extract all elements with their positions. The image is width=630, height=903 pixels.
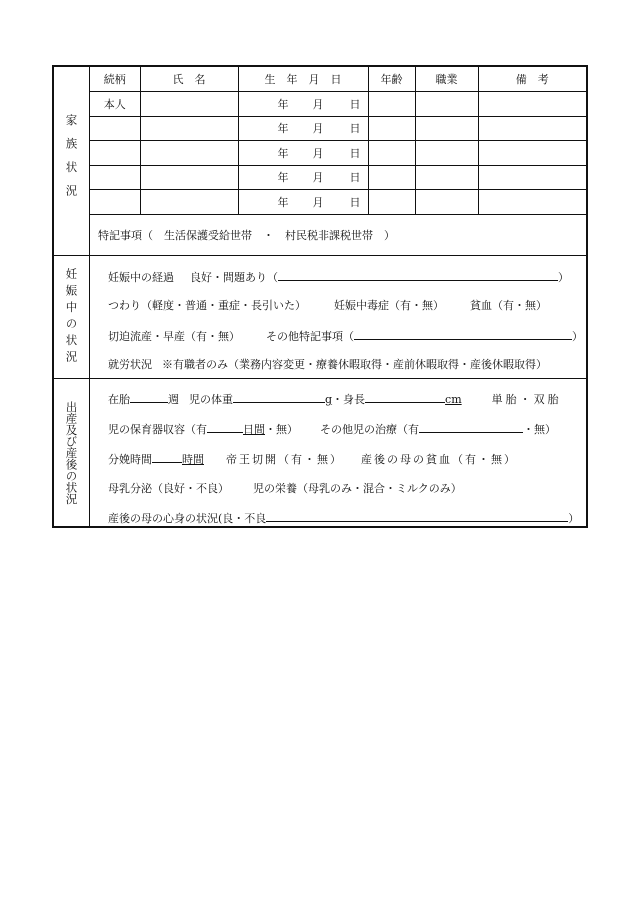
pregnancy-course-options[interactable]: 良好・問題あり（ [190, 271, 278, 284]
relation-cell[interactable]: 本人 [90, 92, 140, 117]
day-label: 日 [349, 97, 361, 111]
close-paren: ） [572, 330, 583, 343]
weeks-unit: 週 [168, 393, 179, 406]
other-notes-label: その他特記事項（ [266, 330, 354, 343]
days-unit: 日間 [243, 423, 265, 436]
occupation-cell[interactable] [415, 116, 478, 141]
name-cell[interactable] [140, 141, 238, 166]
other-treatment-blank[interactable] [419, 420, 523, 433]
birth-label-text: 出産及び産後の状況 [64, 400, 79, 505]
family-row [90, 141, 586, 166]
year-label: 年 [277, 122, 289, 136]
cesarean-options[interactable]: 帝王切開（有・無） [226, 453, 343, 466]
cm-unit: cm [445, 393, 462, 406]
birthdate-cell[interactable] [238, 190, 368, 215]
baby-height-label: ・身長 [332, 393, 366, 406]
gestation-line [108, 390, 562, 407]
pregnancy-course-label: 妊娠中の経過 [108, 271, 174, 284]
lactation-line [108, 480, 462, 496]
gestation-weeks-blank[interactable] [130, 390, 168, 403]
month-label: 月 [312, 97, 324, 111]
year-label: 年 [277, 195, 289, 209]
month-label: 月 [312, 171, 324, 185]
age-cell[interactable] [368, 116, 415, 141]
morning-sickness-options[interactable]: つわり（軽度・普通・重症・長引いた） [108, 299, 306, 312]
age-cell[interactable] [368, 190, 415, 215]
family-row [90, 165, 586, 190]
age-cell[interactable] [368, 92, 415, 117]
month-label: 月 [312, 146, 324, 160]
remarks-cell[interactable] [478, 141, 586, 166]
header-occupation: 職業 [415, 67, 478, 92]
remarks-cell[interactable] [478, 165, 586, 190]
header-age: 年齢 [368, 67, 415, 92]
month-label: 月 [312, 122, 324, 136]
header-remarks: 備 考 [478, 67, 586, 92]
lactation-options[interactable]: 母乳分泌（良好・不良） [108, 482, 229, 495]
day-label: 日 [349, 122, 361, 136]
family-row [90, 92, 586, 117]
family-label-text: 家族状況 [64, 114, 79, 208]
birthdate-cell[interactable] [238, 116, 368, 141]
employment-label: 就労状況 [108, 358, 152, 371]
infant-feeding-options[interactable]: 児の栄養（母乳のみ・混合・ミルクのみ） [253, 482, 462, 495]
year-label: 年 [277, 97, 289, 111]
gestation-label: 在胎 [108, 393, 130, 406]
delivery-time-blank[interactable] [152, 450, 182, 463]
pregnancy-course-blank[interactable] [278, 268, 558, 281]
toxemia-options[interactable]: 妊娠中毒症（有・無） [334, 299, 444, 312]
special-notes: 特記事項（ 生活保護受給世帯 ・ 村民税非課税世帯 ） [98, 229, 395, 242]
anemia-options[interactable]: 貧血（有・無） [470, 299, 547, 312]
maternal-condition-blank[interactable] [266, 509, 568, 522]
incubator-line [108, 420, 556, 437]
relation-cell[interactable] [90, 190, 140, 215]
pregnancy-course-line [108, 268, 569, 285]
age-cell[interactable] [368, 165, 415, 190]
year-label: 年 [277, 146, 289, 160]
incubator-label: 児の保育器収容（有 [108, 423, 207, 436]
employment-options[interactable]: ※有職者のみ（業務内容変更・療養休暇取得・産前休暇取得・産後休暇取得） [162, 358, 547, 371]
birthdate-cell[interactable] [238, 141, 368, 166]
family-section [54, 67, 586, 256]
day-label: 日 [349, 171, 361, 185]
relation-cell[interactable] [90, 165, 140, 190]
month-label: 月 [312, 195, 324, 209]
occupation-cell[interactable] [415, 92, 478, 117]
occupation-cell[interactable] [415, 141, 478, 166]
age-cell[interactable] [368, 141, 415, 166]
name-cell[interactable] [140, 116, 238, 141]
name-cell[interactable] [140, 165, 238, 190]
birth-section [54, 379, 586, 526]
hours-unit: 時間 [182, 453, 204, 466]
grams-unit: g [325, 393, 333, 406]
other-treatment-none-option[interactable]: ・無） [523, 423, 556, 436]
relation-cell[interactable] [90, 141, 140, 166]
occupation-cell[interactable] [415, 190, 478, 215]
name-cell[interactable] [140, 92, 238, 117]
year-label: 年 [277, 171, 289, 185]
day-label: 日 [349, 195, 361, 209]
header-birthdate: 生 年 月 日 [238, 67, 368, 92]
record-form [52, 65, 588, 528]
close-paren: ） [568, 512, 580, 525]
baby-weight-blank[interactable] [233, 390, 325, 403]
incubator-none-option[interactable]: ・無） [265, 423, 298, 436]
delivery-line [108, 450, 517, 467]
remarks-cell[interactable] [478, 116, 586, 141]
threatened-miscarriage-options[interactable]: 切迫流産・早産（有・無） [108, 330, 240, 343]
postpartum-anemia-options[interactable]: 産後の母の貧血（有・無） [361, 453, 517, 466]
pregnancy-section-label [54, 256, 90, 378]
day-label: 日 [349, 146, 361, 160]
other-treatment-label: その他児の治療（有 [320, 423, 419, 436]
birthdate-cell[interactable] [238, 165, 368, 190]
remarks-cell[interactable] [478, 92, 586, 117]
baby-weight-label: 児の体重 [189, 393, 233, 406]
other-notes-blank[interactable] [354, 327, 572, 340]
incubator-days-blank[interactable] [207, 420, 243, 433]
relation-cell[interactable] [90, 116, 140, 141]
employment-line [108, 356, 547, 372]
birth-section-label [54, 379, 90, 526]
family-row [90, 116, 586, 141]
header-relation: 続柄 [90, 67, 140, 92]
close-paren: ） [558, 271, 569, 284]
singleton-twin-options[interactable]: 単胎・双胎 [491, 393, 562, 406]
baby-height-blank[interactable] [365, 390, 445, 403]
morning-sickness-line [108, 297, 547, 313]
family-table [90, 67, 586, 215]
name-cell[interactable] [140, 190, 238, 215]
maternal-condition-line [108, 509, 579, 526]
family-header-row [90, 67, 586, 92]
family-section-label [54, 67, 90, 255]
delivery-time-label: 分娩時間 [108, 453, 152, 466]
occupation-cell[interactable] [415, 165, 478, 190]
family-row [90, 190, 586, 215]
remarks-cell[interactable] [478, 190, 586, 215]
pregnancy-section [54, 256, 586, 379]
pregnancy-label-text: 妊娠中の状況 [64, 267, 79, 367]
birthdate-cell[interactable] [238, 92, 368, 117]
maternal-condition-options[interactable]: 産後の母の心身の状況(良・不良 [108, 512, 267, 525]
header-name: 氏 名 [140, 67, 238, 92]
threatened-miscarriage-line [108, 327, 583, 344]
